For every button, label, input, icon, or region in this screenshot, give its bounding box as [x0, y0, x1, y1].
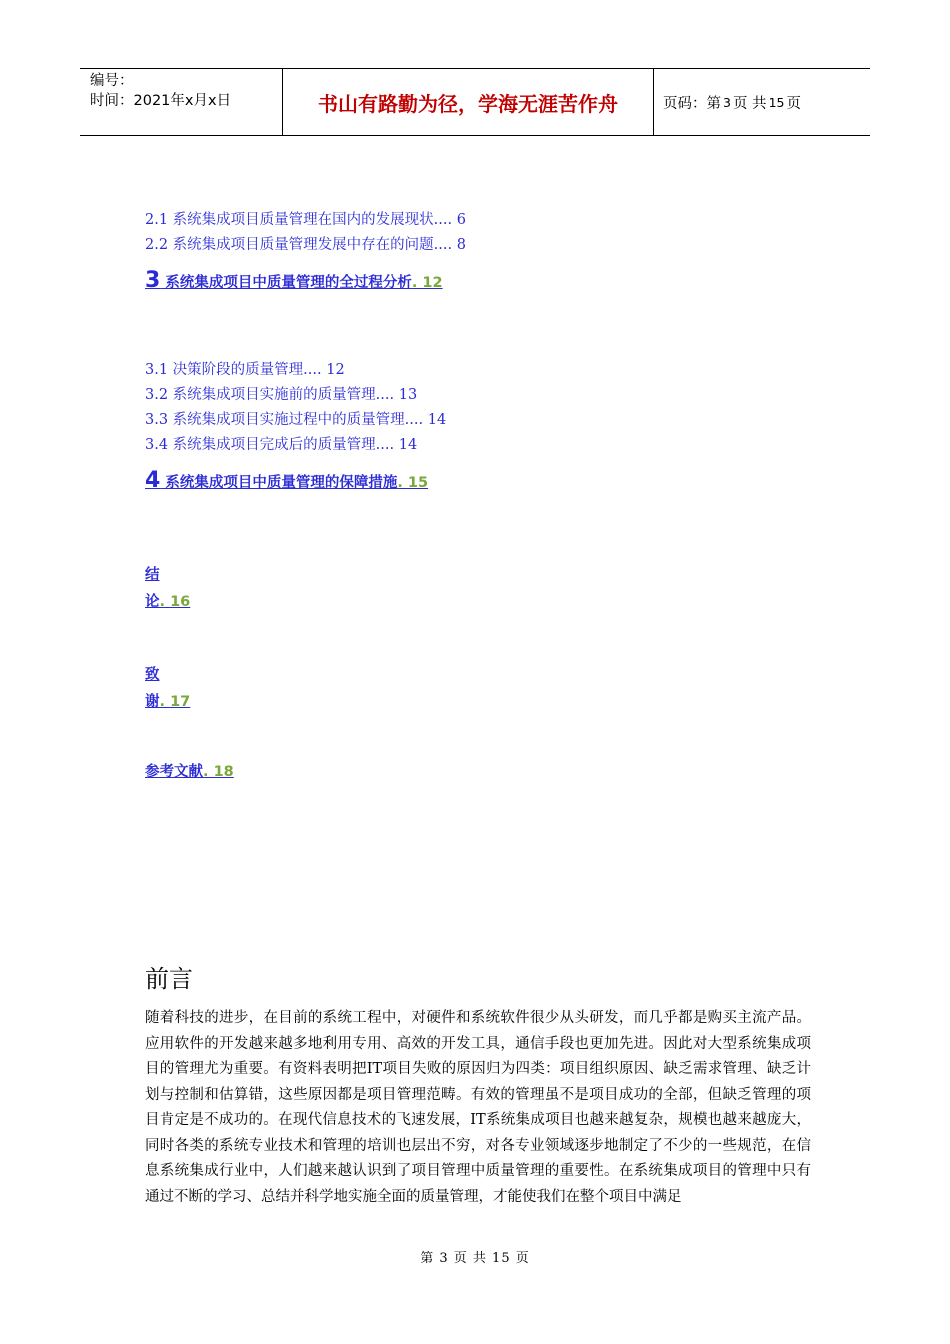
page-header: [80, 68, 870, 136]
page-total: 15: [768, 94, 785, 110]
toc-chapter-3-number: 3: [145, 268, 161, 293]
toc-item-2-2[interactable]: 2.2 系统集成项目质量管理发展中存在的问题.... 8: [145, 237, 466, 253]
toc-references[interactable]: 参考文献. 18: [145, 764, 234, 780]
toc-item-3-1[interactable]: 3.1 决策阶段的质量管理.... 12: [145, 362, 345, 378]
toc-conclusion-page: 16: [170, 594, 191, 610]
toc-chapter-4-title: 系统集成项目中质量管理的保障措施: [160, 475, 398, 491]
toc-chapter-3-title: 系统集成项目中质量管理的全过程分析: [160, 275, 412, 291]
preface-title: 前言: [145, 965, 193, 993]
toc-thanks-line1: 致: [145, 667, 160, 683]
toc-chapter-4[interactable]: 4 系统集成项目中质量管理的保障措施. 15: [145, 468, 429, 493]
toc-item-3-2[interactable]: 3.2 系统集成项目实施前的质量管理.... 13: [145, 387, 418, 403]
toc-references-title: 参考文献: [145, 764, 203, 780]
toc-chapter-3-page: 12: [422, 275, 443, 291]
page-current: 3: [723, 94, 731, 110]
toc-item-3-3[interactable]: 3.3 系统集成项目实施过程中的质量管理.... 14: [145, 412, 447, 428]
toc-item-3-4[interactable]: 3.4 系统集成项目完成后的质量管理.... 14: [145, 437, 418, 453]
toc-chapter-4-number: 4: [145, 468, 161, 493]
preface-body: 随着科技的进步，在目前的系统工程中，对硬件和系统软件很少从头研发，而几乎都是购买主流产品。应用软件的开发越来越多地利用专用、高效的开发工具，通信手段也更加先进。因此对大型系统集成项目的管理尤为重要。有资料表明把IT项目失败的原因归为四类：项目组织原因、缺乏需求管理、缺乏计划与控制和估算错，这些原因都是项目管理范畴。有效的管理虽不是项目成功的全部，但缺乏管理的项目肯定是不成功的。在现代信息技术的飞速发展，IT系统集成项目也越来越复杂，规模也越来越庞大，同时各类的系统专业技术和管理的培训也层出不穷，对各专业领域逐步地制定了不少的一些规范，在信息系统集成行业中，人们越来越认识到了项目管理中质量管理的重要性。在系统集成项目的管理中只有通过不断的学习、总结并科学地实施全面的质量管理，才能使我们在整个项目中满足: [145, 1010, 811, 1205]
toc-conclusion-line1: 结: [145, 567, 160, 583]
toc-conclusion[interactable]: 结 论. 16: [145, 567, 191, 610]
toc-chapter-3[interactable]: 3 系统集成项目中质量管理的全过程分析. 12: [145, 268, 443, 293]
toc-thanks-page: 17: [170, 694, 191, 710]
toc-acknowledgements[interactable]: 致 谢. 17: [145, 667, 191, 710]
page-middle: 页 共: [732, 95, 767, 112]
toc-thanks-line2: 谢: [145, 694, 160, 710]
page-prefix: 页码：第: [663, 95, 721, 112]
number-label: 编号：: [90, 73, 134, 89]
page-suffix: 页: [786, 95, 801, 112]
toc-item-2-1[interactable]: 2.1 系统集成项目质量管理在国内的发展现状.... 6: [145, 212, 466, 228]
toc-chapter-4-page: 15: [407, 475, 429, 491]
toc-references-page: 18: [213, 764, 234, 780]
time-label: 时间：2021年x月x日: [90, 93, 232, 109]
header-motto: 书山有路勤为径，学海无涯苦作舟: [282, 69, 654, 135]
header-info: [80, 69, 282, 135]
header-page-info: [654, 69, 870, 135]
page-footer: 第 3 页 共 15 页: [420, 1251, 530, 1266]
toc-conclusion-line2: 论: [145, 594, 160, 610]
